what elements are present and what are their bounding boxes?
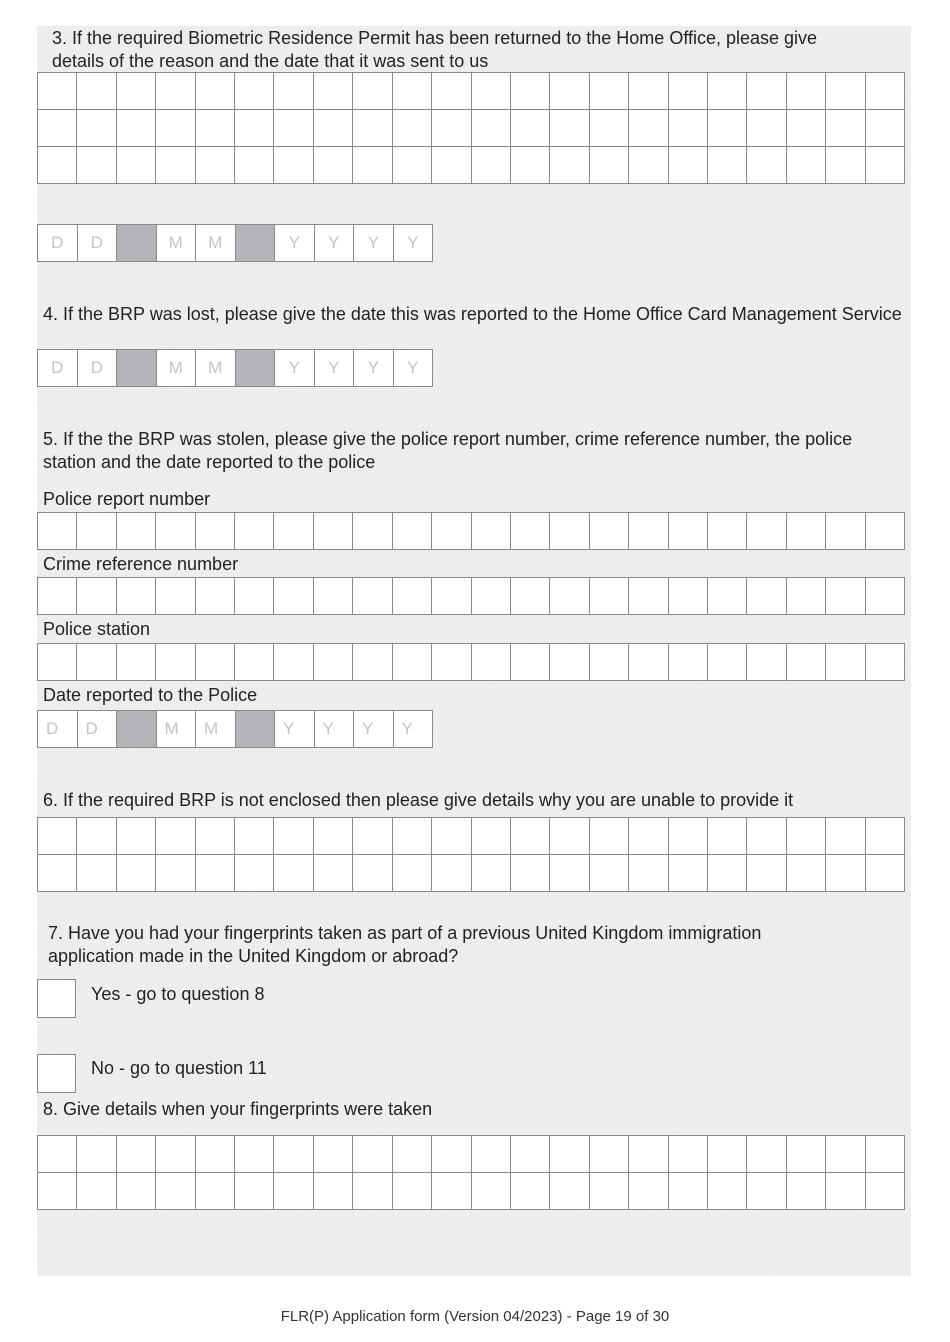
char-box[interactable]: [747, 110, 786, 147]
char-box[interactable]: [393, 578, 432, 615]
char-box[interactable]: [117, 1136, 156, 1173]
char-box[interactable]: [353, 1136, 392, 1173]
char-box[interactable]: [669, 578, 708, 615]
char-box[interactable]: [274, 818, 313, 855]
date-digit-box[interactable]: Y: [394, 350, 434, 387]
date-digit-box[interactable]: Y: [354, 225, 394, 262]
char-box[interactable]: [472, 578, 511, 615]
date-digit-box[interactable]: D: [38, 225, 78, 262]
char-box[interactable]: [826, 818, 865, 855]
char-box[interactable]: [314, 578, 353, 615]
char-box[interactable]: [472, 147, 511, 184]
char-box[interactable]: [38, 644, 77, 681]
char-box[interactable]: [353, 1173, 392, 1210]
char-box[interactable]: [393, 1173, 432, 1210]
char-box[interactable]: [866, 110, 905, 147]
char-box[interactable]: [432, 818, 471, 855]
char-box[interactable]: [196, 855, 235, 892]
char-box[interactable]: [77, 855, 116, 892]
char-box[interactable]: [866, 644, 905, 681]
char-box[interactable]: [866, 578, 905, 615]
char-box[interactable]: [196, 818, 235, 855]
char-box[interactable]: [77, 513, 116, 550]
char-box[interactable]: [629, 1173, 668, 1210]
char-box[interactable]: [38, 578, 77, 615]
char-box[interactable]: [787, 644, 826, 681]
date-separator: [236, 225, 276, 262]
char-box[interactable]: [196, 110, 235, 147]
date-digit-box[interactable]: Y: [315, 711, 355, 748]
date-digit-box[interactable]: M: [157, 711, 197, 748]
char-box[interactable]: [787, 147, 826, 184]
question-4-text: 4. If the BRP was lost, please give the date this was reported to the Home Office Card Management Service: [43, 304, 902, 324]
char-box[interactable]: [156, 73, 195, 110]
q6-details-grid[interactable]: [37, 817, 905, 892]
date-separator: [117, 711, 157, 748]
char-box[interactable]: [787, 110, 826, 147]
date-digit-box[interactable]: M: [196, 225, 236, 262]
char-box[interactable]: [866, 818, 905, 855]
char-box[interactable]: [77, 1173, 116, 1210]
char-box[interactable]: [708, 644, 747, 681]
char-box[interactable]: [393, 110, 432, 147]
char-box[interactable]: [550, 1136, 589, 1173]
char-box[interactable]: [826, 855, 865, 892]
char-box[interactable]: [629, 110, 668, 147]
char-box[interactable]: [235, 513, 274, 550]
char-box[interactable]: [550, 578, 589, 615]
char-box[interactable]: [866, 147, 905, 184]
date-digit-box[interactable]: Y: [354, 711, 394, 748]
char-box[interactable]: [432, 578, 471, 615]
char-box[interactable]: [866, 1173, 905, 1210]
date-digit-box[interactable]: M: [196, 350, 236, 387]
police-station-grid[interactable]: [37, 643, 905, 681]
char-box[interactable]: [669, 110, 708, 147]
char-box[interactable]: [38, 1136, 77, 1173]
char-box[interactable]: [669, 1136, 708, 1173]
yes-option-label: Yes - go to question 8: [91, 984, 265, 1004]
char-box[interactable]: [353, 578, 392, 615]
date-digit-box[interactable]: M: [157, 350, 197, 387]
char-box[interactable]: [472, 644, 511, 681]
char-box[interactable]: [314, 644, 353, 681]
question-3-text: 3. If the required Biometric Residence Permit has been returned to the Home Office, please give details of the reason and the date that it was sent to us: [52, 28, 818, 71]
char-box[interactable]: [393, 855, 432, 892]
char-box[interactable]: [393, 147, 432, 184]
char-box[interactable]: [590, 644, 629, 681]
char-box[interactable]: [314, 73, 353, 110]
date-digit-box[interactable]: Y: [354, 350, 394, 387]
char-box[interactable]: [708, 110, 747, 147]
char-box[interactable]: [38, 73, 77, 110]
char-box[interactable]: [314, 855, 353, 892]
char-box[interactable]: [196, 1136, 235, 1173]
char-box[interactable]: [156, 513, 195, 550]
char-box[interactable]: [314, 110, 353, 147]
char-box[interactable]: [511, 73, 550, 110]
char-box[interactable]: [314, 1136, 353, 1173]
char-box[interactable]: [629, 1136, 668, 1173]
char-box[interactable]: [117, 513, 156, 550]
char-box[interactable]: [472, 513, 511, 550]
char-box[interactable]: [590, 513, 629, 550]
date-digit-box[interactable]: D: [78, 225, 118, 262]
char-box[interactable]: [787, 73, 826, 110]
char-box[interactable]: [629, 818, 668, 855]
char-box[interactable]: [747, 73, 786, 110]
char-box[interactable]: [708, 147, 747, 184]
char-box[interactable]: [274, 513, 313, 550]
crime-reference-number-label: Crime reference number: [43, 554, 239, 574]
char-box[interactable]: [432, 73, 471, 110]
char-box[interactable]: [353, 110, 392, 147]
char-box[interactable]: [669, 818, 708, 855]
char-box[interactable]: [590, 73, 629, 110]
date-reported-field[interactable]: [37, 710, 433, 748]
char-box[interactable]: [708, 1136, 747, 1173]
date-digit-box[interactable]: Y: [275, 225, 315, 262]
char-box[interactable]: [235, 73, 274, 110]
char-box[interactable]: [669, 1173, 708, 1210]
char-box[interactable]: [77, 73, 116, 110]
date-separator: [236, 711, 276, 748]
char-box[interactable]: [353, 147, 392, 184]
char-box[interactable]: [274, 1173, 313, 1210]
char-box[interactable]: [590, 578, 629, 615]
char-box[interactable]: [708, 513, 747, 550]
char-box[interactable]: [196, 73, 235, 110]
char-box[interactable]: [353, 818, 392, 855]
char-box[interactable]: [590, 855, 629, 892]
no-checkbox[interactable]: [37, 1054, 76, 1093]
date-separator: [117, 225, 157, 262]
char-box[interactable]: [826, 513, 865, 550]
question-7-text: 7. Have you had your fingerprints taken as part of a previous United Kingdom immigration application made in the United Kingdom or abroad?: [48, 923, 762, 966]
char-box[interactable]: [787, 855, 826, 892]
question-8-text: 8. Give details when your fingerprints were taken: [43, 1099, 433, 1119]
char-box[interactable]: [590, 1136, 629, 1173]
char-box[interactable]: [747, 578, 786, 615]
char-box[interactable]: [274, 73, 313, 110]
char-box[interactable]: [117, 110, 156, 147]
char-box[interactable]: [235, 1136, 274, 1173]
char-box[interactable]: [550, 513, 589, 550]
date-digit-box[interactable]: M: [196, 711, 236, 748]
char-box[interactable]: [550, 73, 589, 110]
char-box[interactable]: [472, 855, 511, 892]
char-box[interactable]: [77, 818, 116, 855]
char-box[interactable]: [511, 110, 550, 147]
char-box[interactable]: [117, 818, 156, 855]
char-box[interactable]: [472, 110, 511, 147]
char-box[interactable]: [866, 1136, 905, 1173]
char-box[interactable]: [787, 513, 826, 550]
char-box[interactable]: [432, 1173, 471, 1210]
question-6-text: 6. If the required BRP is not enclosed then please give details why you are unable to provide it: [43, 790, 794, 810]
char-box[interactable]: [235, 578, 274, 615]
char-box[interactable]: [826, 147, 865, 184]
char-box[interactable]: [196, 578, 235, 615]
char-box[interactable]: [196, 147, 235, 184]
char-box[interactable]: [314, 1173, 353, 1210]
char-box[interactable]: [432, 513, 471, 550]
date-digit-box[interactable]: Y: [275, 711, 315, 748]
char-box[interactable]: [432, 1136, 471, 1173]
char-box[interactable]: [629, 578, 668, 615]
char-box[interactable]: [787, 1173, 826, 1210]
q3-details-grid[interactable]: [37, 72, 905, 184]
char-box[interactable]: [747, 1136, 786, 1173]
char-box[interactable]: [747, 644, 786, 681]
char-box[interactable]: [117, 147, 156, 184]
char-box[interactable]: [826, 110, 865, 147]
char-box[interactable]: [550, 818, 589, 855]
char-box[interactable]: [235, 644, 274, 681]
char-box[interactable]: [472, 1136, 511, 1173]
date-digit-box[interactable]: Y: [315, 225, 355, 262]
question-5-text: 5. If the the BRP was stolen, please give the police report number, crime reference number, the police station and the date reported to the police: [43, 429, 853, 472]
char-box[interactable]: [669, 147, 708, 184]
char-box[interactable]: [590, 110, 629, 147]
char-box[interactable]: [156, 818, 195, 855]
char-box[interactable]: [77, 644, 116, 681]
char-box[interactable]: [156, 578, 195, 615]
char-box[interactable]: [432, 855, 471, 892]
char-box[interactable]: [156, 644, 195, 681]
char-box[interactable]: [393, 73, 432, 110]
char-box[interactable]: [38, 818, 77, 855]
char-box[interactable]: [629, 147, 668, 184]
char-box[interactable]: [866, 855, 905, 892]
police-report-number-grid[interactable]: [37, 512, 905, 550]
date-digit-box[interactable]: Y: [275, 350, 315, 387]
police-report-number-label: Police report number: [43, 489, 211, 509]
date-digit-box[interactable]: D: [78, 711, 118, 748]
char-box[interactable]: [393, 1136, 432, 1173]
char-box[interactable]: [235, 1173, 274, 1210]
char-box[interactable]: [156, 1136, 195, 1173]
char-box[interactable]: [511, 578, 550, 615]
char-box[interactable]: [196, 644, 235, 681]
char-box[interactable]: [274, 1136, 313, 1173]
char-box[interactable]: [156, 147, 195, 184]
char-box[interactable]: [196, 513, 235, 550]
char-box[interactable]: [629, 855, 668, 892]
char-box[interactable]: [274, 110, 313, 147]
char-box[interactable]: [590, 1173, 629, 1210]
crime-reference-number-grid[interactable]: [37, 577, 905, 615]
char-box[interactable]: [235, 818, 274, 855]
char-box[interactable]: [314, 818, 353, 855]
char-box[interactable]: [38, 1173, 77, 1210]
char-box[interactable]: [235, 110, 274, 147]
char-box[interactable]: [511, 644, 550, 681]
police-station-label: Police station: [43, 619, 151, 639]
char-box[interactable]: [747, 1173, 786, 1210]
char-box[interactable]: [669, 73, 708, 110]
char-box[interactable]: [274, 147, 313, 184]
char-box[interactable]: [708, 578, 747, 615]
char-box[interactable]: [156, 1173, 195, 1210]
char-box[interactable]: [472, 73, 511, 110]
char-box[interactable]: [156, 110, 195, 147]
char-box[interactable]: [274, 855, 313, 892]
q8-details-grid[interactable]: [37, 1135, 905, 1210]
char-box[interactable]: [117, 1173, 156, 1210]
char-box[interactable]: [432, 644, 471, 681]
date-digit-box[interactable]: D: [38, 350, 78, 387]
char-box[interactable]: [550, 110, 589, 147]
char-box[interactable]: [353, 513, 392, 550]
char-box[interactable]: [472, 1173, 511, 1210]
char-box[interactable]: [629, 73, 668, 110]
page-footer: FLR(P) Application form (Version 04/2023) - Page 19 of 30: [280, 1308, 670, 1325]
char-box[interactable]: [708, 1173, 747, 1210]
char-box[interactable]: [393, 818, 432, 855]
char-box[interactable]: [38, 110, 77, 147]
char-box[interactable]: [590, 147, 629, 184]
char-box[interactable]: [629, 644, 668, 681]
date-digit-box[interactable]: D: [78, 350, 118, 387]
char-box[interactable]: [826, 1136, 865, 1173]
char-box[interactable]: [669, 644, 708, 681]
char-box[interactable]: [511, 855, 550, 892]
q3-date-field[interactable]: [37, 224, 433, 262]
char-box[interactable]: [826, 578, 865, 615]
char-box[interactable]: [708, 855, 747, 892]
char-box[interactable]: [826, 644, 865, 681]
q4-date-field[interactable]: [37, 349, 433, 387]
char-box[interactable]: [117, 578, 156, 615]
date-digit-box[interactable]: Y: [315, 350, 355, 387]
char-box[interactable]: [77, 110, 116, 147]
char-box[interactable]: [629, 513, 668, 550]
char-box[interactable]: [669, 513, 708, 550]
char-box[interactable]: [787, 818, 826, 855]
char-box[interactable]: [274, 644, 313, 681]
char-box[interactable]: [274, 578, 313, 615]
char-box[interactable]: [117, 644, 156, 681]
char-box[interactable]: [866, 73, 905, 110]
char-box[interactable]: [550, 1173, 589, 1210]
char-box[interactable]: [747, 818, 786, 855]
char-box[interactable]: [787, 578, 826, 615]
char-box[interactable]: [314, 513, 353, 550]
char-box[interactable]: [866, 513, 905, 550]
char-box[interactable]: [117, 855, 156, 892]
char-box[interactable]: [511, 818, 550, 855]
char-box[interactable]: [511, 147, 550, 184]
char-box[interactable]: [156, 855, 195, 892]
char-box[interactable]: [38, 855, 77, 892]
char-box[interactable]: [38, 513, 77, 550]
char-box[interactable]: [77, 1136, 116, 1173]
char-box[interactable]: [235, 855, 274, 892]
date-digit-box[interactable]: D: [38, 711, 78, 748]
char-box[interactable]: [353, 855, 392, 892]
char-box[interactable]: [747, 147, 786, 184]
char-box[interactable]: [550, 644, 589, 681]
yes-checkbox[interactable]: [37, 979, 76, 1018]
char-box[interactable]: [708, 73, 747, 110]
char-box[interactable]: [669, 855, 708, 892]
char-box[interactable]: [590, 818, 629, 855]
char-box[interactable]: [353, 644, 392, 681]
char-box[interactable]: [826, 1173, 865, 1210]
char-box[interactable]: [353, 73, 392, 110]
char-box[interactable]: [314, 147, 353, 184]
date-digit-box[interactable]: Y: [394, 225, 434, 262]
date-digit-box[interactable]: M: [157, 225, 197, 262]
date-separator: [117, 350, 157, 387]
date-digit-box[interactable]: Y: [394, 711, 434, 748]
char-box[interactable]: [826, 73, 865, 110]
char-box[interactable]: [550, 855, 589, 892]
no-option-label: No - go to question 11: [91, 1058, 267, 1078]
char-box[interactable]: [511, 1136, 550, 1173]
char-box[interactable]: [38, 147, 77, 184]
char-box[interactable]: [432, 147, 471, 184]
char-box[interactable]: [747, 855, 786, 892]
char-box[interactable]: [747, 513, 786, 550]
date-separator: [236, 350, 276, 387]
char-box[interactable]: [708, 818, 747, 855]
char-box[interactable]: [550, 147, 589, 184]
char-box[interactable]: [432, 110, 471, 147]
char-box[interactable]: [511, 1173, 550, 1210]
char-box[interactable]: [235, 147, 274, 184]
char-box[interactable]: [393, 513, 432, 550]
char-box[interactable]: [117, 73, 156, 110]
char-box[interactable]: [77, 147, 116, 184]
char-box[interactable]: [77, 578, 116, 615]
char-box[interactable]: [393, 644, 432, 681]
char-box[interactable]: [511, 513, 550, 550]
date-reported-label: Date reported to the Police: [43, 685, 258, 705]
char-box[interactable]: [472, 818, 511, 855]
char-box[interactable]: [787, 1136, 826, 1173]
char-box[interactable]: [196, 1173, 235, 1210]
